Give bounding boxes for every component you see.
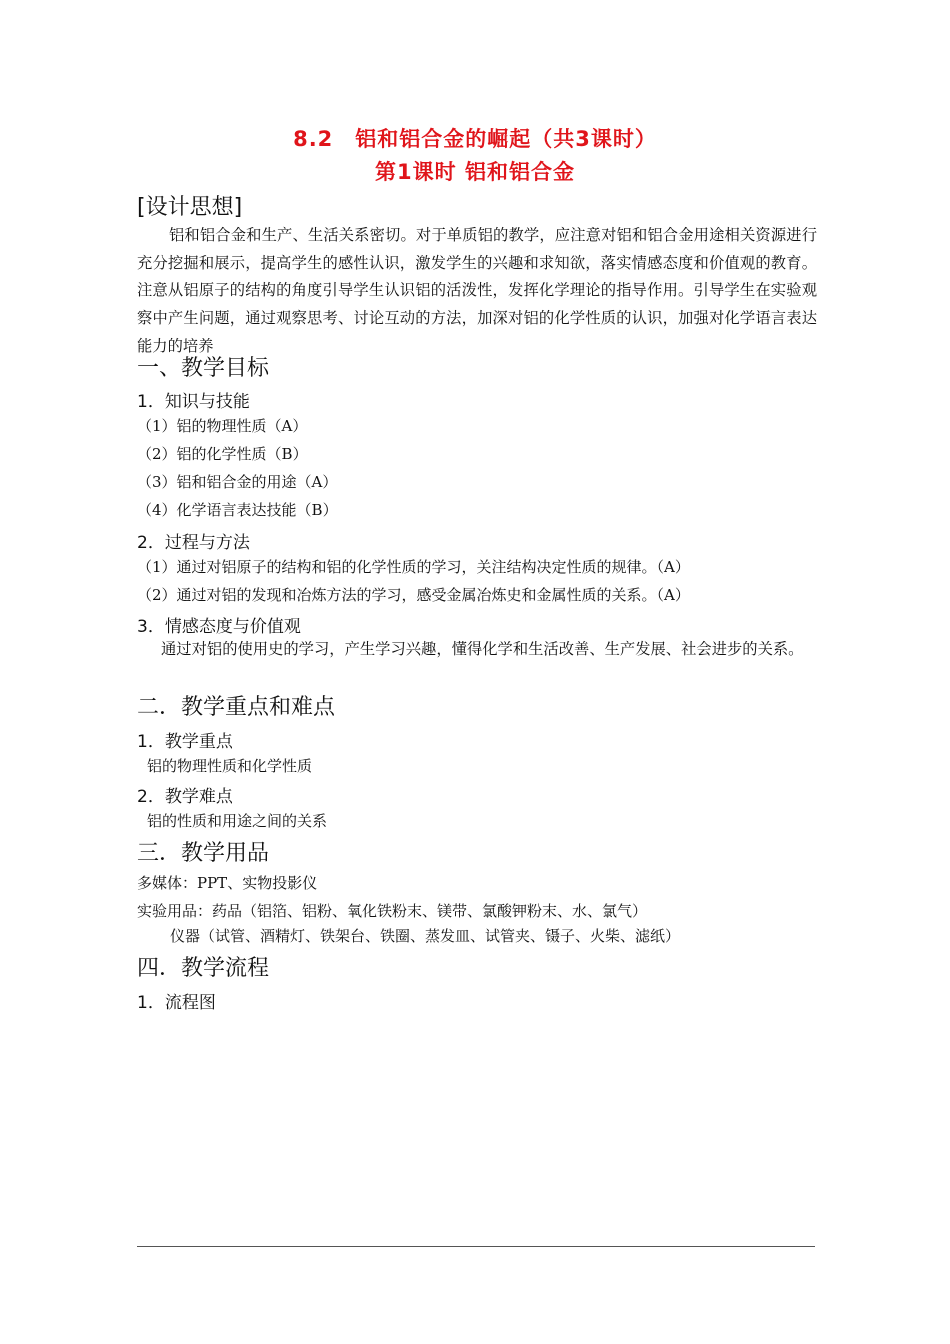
footer-divider xyxy=(137,1246,815,1247)
lesson-subtitle: 第1课时 铝和铝合金 xyxy=(375,160,575,184)
materials-line: 实验用品：药品（铝箔、铝粉、氧化铁粉末、镁带、氯酸钾粉末、水、氯气） xyxy=(137,902,648,920)
attitude-paragraph: 通过对铝的使用史的学习，产生学习兴趣，懂得化学和生活改善、生产发展、社会进步的关系。 xyxy=(161,640,804,658)
difficulty-text: 铝的性质和用途之间的关系 xyxy=(147,812,328,830)
list-item: （1）通过对铝原子的结构和铝的化学性质的学习，关注结构决定性质的规律。（A） xyxy=(137,558,690,576)
section-heading-key-points: 二．教学重点和难点 xyxy=(137,695,336,720)
section-heading-flow: 四．教学流程 xyxy=(137,956,270,981)
list-item: （4）化学语言表达技能（B） xyxy=(137,501,338,519)
section-heading-goals: 一、教学目标 xyxy=(137,356,270,381)
subheading-flowchart: 1．流程图 xyxy=(137,993,216,1013)
subheading-attitude-values: 3．情感态度与价值观 xyxy=(137,617,301,637)
section-heading-materials: 三．教学用品 xyxy=(137,841,270,866)
materials-line: 仪器（试管、酒精灯、铁架台、铁圈、蒸发皿、试管夹、镊子、火柴、滤纸） xyxy=(170,927,681,945)
subheading-difficulty: 2．教学难点 xyxy=(137,787,233,807)
subheading-process-methods: 2．过程与方法 xyxy=(137,533,250,553)
subheading-key-point: 1．教学重点 xyxy=(137,732,233,752)
list-item: （2）铝的化学性质（B） xyxy=(137,445,308,463)
materials-line: 多媒体：PPT、实物投影仪 xyxy=(137,874,318,892)
main-title: 8.2 铝和铝合金的崛起（共3课时） xyxy=(293,127,657,151)
key-point-text: 铝的物理性质和化学性质 xyxy=(147,757,313,775)
subheading-knowledge-skills: 1．知识与技能 xyxy=(137,392,250,412)
list-item: （1）铝的物理性质（A） xyxy=(137,417,308,435)
list-item: （3）铝和铝合金的用途（A） xyxy=(137,473,338,491)
list-item: （2）通过对铝的发现和冶炼方法的学习，感受金属冶炼史和金属性质的关系。（A） xyxy=(137,586,690,604)
design-heading: [设计思想] xyxy=(137,195,243,220)
design-paragraph: 铝和铝合金和生产、生活关系密切。对于单质铝的教学，应注意对铝和铝合金用途相关资源进行充分挖掘和展示，提高学生的感性认识，激发学生的兴趣和求知欲，落实情感态度和价值观的教育。注意从铝原子的结构的角度引导学生认识铝的活泼性，发挥化学理论的指导作用。引导学生在实验观察中产生问题，通过观察思考、讨论互动的方法，加深对铝的化学性质的认识，加强对化学语言表达能力的培养 xyxy=(137,226,817,355)
